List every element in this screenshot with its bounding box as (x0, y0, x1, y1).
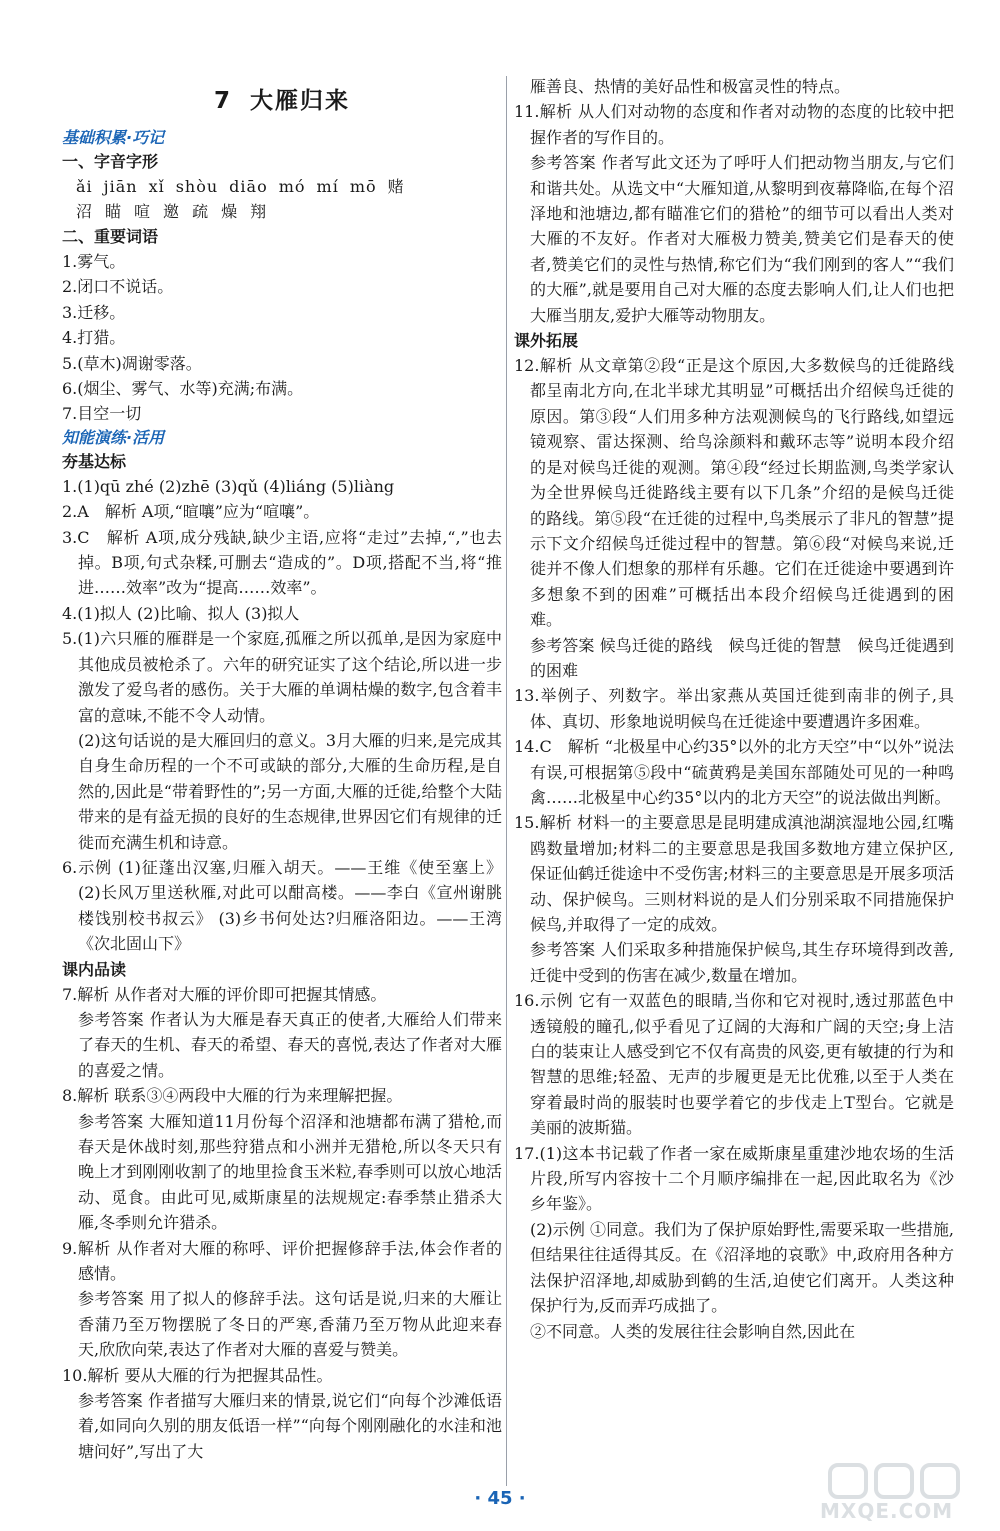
answer-12-analysis: 12.解析 从文章第②段“正是这个原因,大多数候鸟的迁徙路线都呈南北方向,在北半球尤其明显”可概括出介绍候鸟迁徙的原因。第③段“人们用多种方法观测候鸟的飞行路线,如望远镜观察、雷达探测、给鸟涂颜料和戴环志等”说明本段介绍的是对候鸟迁徙的观测。第④段“经过长期监测,鸟类学家认为全世界候鸟迁徙路线主要有以下几条”介绍的是候鸟迁徙的路线。第⑤段“在迁徙的过程中,鸟类展示了非凡的智慧”提示下文介绍候鸟迁徙过程中的智慧。第⑥段“对候鸟来说,迁徙并不像人们想象的那样有乐趣。它们在迁徙途中要遇到许多想象不到的困难”可概括出本段介绍候鸟迁徙遇到的困难。 (514, 356, 954, 630)
page-number: · 45 · (474, 1488, 526, 1509)
answer-6: 6.示例 (1)征蓬出汉塞,归雁入胡天。——王维《使至塞上》 (2)长风万里送秋雁,对此可以酣高楼。——李白《宣州谢朓楼饯别校书叔云》 (3)乡书何处达?归雁洛阳边。——王湾《次北固山下》 (62, 857, 502, 954)
answer-17-2: (2)示例 ①同意。我们为了保护原始野性,需要采取一些措施,但结果往往适得其反。在《沼泽地的哀歌》中,政府用各种方法保护沼泽地,却威胁到鹤的生活,迫使它们离开。人类这种保护行为,反而弄巧成拙了。 (530, 1219, 954, 1316)
vocab-item: 4.打猎。 (62, 328, 126, 348)
vocab-item: 7.目空一切 (62, 404, 142, 424)
answer-14: 14.C 解析 “北极星中心约35°以外的北方天空”中“以外”说法有误,可根据第⑤段中“硫黄鸦是美国东部随处可见的一种鸣禽……北极星中心约35°以内的北方天空”的说法做出判断。 (514, 737, 954, 807)
vocab-item: 5.(草木)凋谢零落。 (62, 353, 202, 373)
answer-11-analysis: 11.解析 从人们对动物的态度和作者对动物的态度的比较中把握作者的写作目的。 (514, 102, 954, 147)
heading-pronunciation: 一、字音字形 (62, 152, 159, 171)
watermark-logo (820, 1461, 990, 1525)
answer-11-key: 参考答案 作者写此文还为了呼吁人们把动物当朋友,与它们和谐共处。从选文中“大雁知道,从黎明到夜幕降临,在每个沼泽地和池塘边,都有瞄准它们的猎枪”的细节可以看出人类对大雁的不友好。作者对大雁极力赞美,赞美它们是春天的使者,赞美它们的灵性与热情,称它们为“我们刚到的客人”“我们的大雁”,就是要用自己对大雁的态度去影响人们,让人们也把大雁当朋友,爱护大雁等动物朋友。 (530, 153, 954, 325)
vocab-item: 3.迁移。 (62, 302, 126, 322)
answer-7-key: 参考答案 作者认为大雁是春天真正的使者,大雁给人们带来了春天的生机、春天的希望、春天的喜悦,表达了作者对大雁的喜爱之情。 (78, 1009, 502, 1080)
answer-5-2: (2)这句话说的是大雁回归的意义。3月大雁的归来,是完成其自身生命历程的一个不可或缺的部分,大雁的生命历程,是自然的,因此是“带着野性的”;另一方面,大雁的迁徙,给整个大陆带来的是有益无损的良好的生态规律,世界因它们有规律的迁徙而充满生机和诗意。 (78, 730, 502, 852)
right-column (514, 74, 954, 1344)
answer-10-continued: 雁善良、热情的美好品性和极富灵性的特点。 (530, 77, 851, 96)
vocab-item: 6.(烟尘、雾气、水等)充满;布满。 (62, 379, 304, 399)
answer-9-key: 参考答案 用了拟人的修辞手法。这句话是说,归来的大雁让香蒲乃至万物摆脱了冬日的严寒,香蒲乃至万物从此迎来春天,欣欣向荣,表达了作者对大雁的喜爱与赞美。 (78, 1289, 502, 1360)
watermark-icon (820, 1461, 990, 1501)
vocab-item: 1.雾气。 (62, 252, 126, 271)
answer-8-analysis: 8.解析 联系③④两段中大雁的行为来理解把握。 (62, 1086, 403, 1106)
answer-10-analysis: 10.解析 要从大雁的行为把握其品性。 (62, 1365, 333, 1385)
answer-1: 1.(1)qū zhé (2)zhē (3)qǔ (4)liáng (5)liàng (62, 476, 395, 496)
answer-17-1: 17.(1)这本书记载了作者一家在威斯康星重建沙地农场的生活片段,所写内容按十二个月顺序编排在一起,因此取名为《沙乡年鉴》。 (514, 1143, 954, 1214)
heading-foundation: 夯基达标 (62, 451, 127, 471)
answer-3: 3.C 解析 A项,成分残缺,缺少主语,应将“走过”去掉,“,”也去掉。B项,句式杂糅,可删去“造成的”。D项,搭配不当,将“推进……效率”改为“提高……效率”。 (62, 527, 502, 598)
watermark-text: MXQE.COM (820, 1499, 954, 1523)
answer-9-analysis: 9.解析 从作者对大雁的称呼、评价把握修辞手法,体会作者的感情。 (62, 1238, 502, 1284)
answer-5-1: 5.(1)六只雁的雁群是一个家庭,孤雁之所以孤单,是因为家庭中其他成员被枪杀了。六年的研究证实了这个结论,所以进一步激发了爱鸟者的感伤。关于大雁的单调枯燥的数字,包含着丰富的意味,不能不令人动情。 (62, 629, 502, 725)
answer-17-3: ②不同意。人类的发展往往会影响自然,因此在 (530, 1321, 856, 1341)
answer-16: 16.示例 它有一双蓝色的眼睛,当你和它对视时,透过那蓝色中透镜般的瞳孔,似乎看见了辽阔的大海和广阔的天空;身上洁白的装束让人感受到它不仅有高贵的风姿,更有敏捷的行为和智慧的思维;轻盈、无声的步履更是无比优雅,以至于人类在穿着最时尚的服装时也要学着它的步伐走上T型台。它就是美丽的波斯猫。 (514, 991, 954, 1138)
answer-10-key: 参考答案 作者描写大雁归来的情景,说它们“向每个沙滩低语着,如同向久别的朋友低语一样”“向每个刚刚融化的水洼和池塘问好”,写出了大 (78, 1391, 502, 1461)
answer-7-analysis: 7.解析 从作者对大雁的评价即可把握其情感。 (62, 984, 387, 1004)
heading-vocabulary: 二、重要词语 (62, 227, 159, 246)
pinyin-row: ǎi jiān xǐ shòu diāo mó mí mō 赌 (76, 177, 405, 196)
column-divider (506, 76, 507, 1486)
heading-in-class: 课内品读 (62, 959, 127, 979)
heading-extension: 课外拓展 (514, 331, 579, 351)
answer-12-key: 参考答案 候鸟迁徙的路线 候鸟迁徙的智慧 候鸟迁徙遇到的困难 (530, 635, 954, 680)
answer-8-key: 参考答案 大雁知道11月份每个沼泽和池塘都布满了猎枪,而春天是休战时刻,那些狩猎点和小洲并无猎枪,所以冬天只有晚上才到刚刚收割了的地里捡食玉米粒,春季则可以放心地活动、觅食。由此可见,威斯康星的法规规定:春季禁止猎杀大雁,冬季则允许猎杀。 (78, 1111, 502, 1233)
page-title: 7 大雁归来 (213, 88, 350, 114)
answer-15-analysis: 15.解析 材料一的主要意思是昆明建成滇池湖滨湿地公园,红嘴鸥数量增加;材料二的主要意思是我国多数地方建立保护区,保证仙鹤迁徙途中不受伤害;材料三的主要意思是开展多项活动、保护候鸟。三则材料说的是人们分别采取不同措施保护候鸟,并取得了一定的成效。 (514, 813, 954, 934)
answer-2: 2.A 解析 A项,“暄嚷”应为“喧嚷”。 (62, 502, 320, 522)
vocab-item: 2.闭口不说话。 (62, 277, 174, 297)
left-column (62, 72, 502, 1464)
character-row: 沼 瞄 喧 邀 疏 燥 翔 (76, 202, 269, 221)
section-practice: 知能演练·活用 (62, 427, 165, 447)
answer-4: 4.(1)拟人 (2)比喻、拟人 (3)拟人 (62, 603, 300, 623)
section-basic: 基础积累·巧记 (62, 128, 165, 147)
answer-13: 13.举例子、列数字。举出家燕从英国迁徙到南非的例子,具体、真切、形象地说明候鸟在迁徙途中要遭遇许多困难。 (514, 686, 954, 731)
answer-15-key: 参考答案 人们采取多种措施保护候鸟,其生存环境得到改善,迁徙中受到的伤害在减少,数量在增加。 (530, 940, 954, 985)
